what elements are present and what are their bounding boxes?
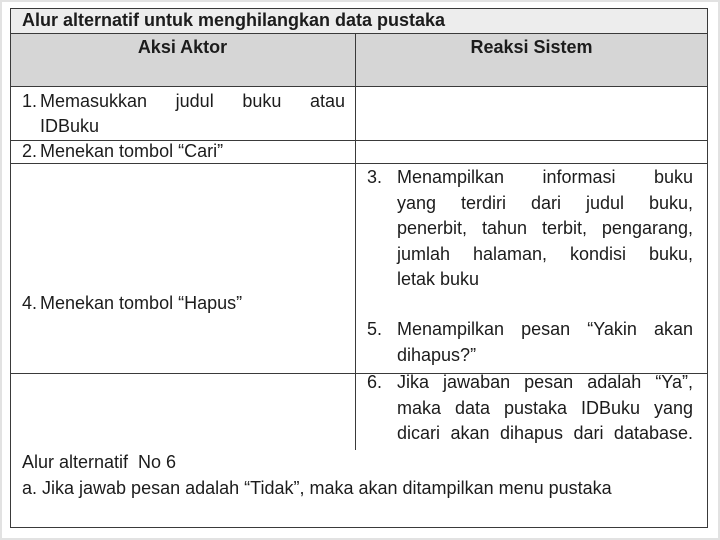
step-line: yang terdiri dari judul buku, [397, 192, 693, 213]
step-line: Jika jawaban pesan adalah “Ya”, [397, 372, 693, 392]
actor-step-1-text [40, 89, 345, 139]
system-step-3-text [397, 165, 693, 293]
step-line: Menampilkan pesan “Yakin akan [397, 319, 693, 339]
system-step-3-number: 3. [367, 167, 383, 187]
system-step-5-number: 5. [367, 319, 383, 339]
step-line: maka data pustaka IDBuku yang [397, 397, 693, 418]
step-line: jumlah halaman, kondisi buku, [397, 243, 693, 264]
step-line: Menampilkan informasi buku [397, 167, 693, 187]
step-line: Menekan tombol “Cari” [40, 141, 224, 161]
system-step-6-number: 6. [367, 372, 383, 392]
actor-step-4-text [40, 291, 345, 316]
alternative-flow-heading: Alur alternatif No 6 [22, 452, 177, 472]
alternative-flow-item: a. Jika jawab pesan adalah “Tidak”, maka akan ditampilkan menu pustaka [22, 478, 612, 498]
header-actor-actions: Aksi Aktor [137, 37, 228, 57]
actor-step-2-text [40, 139, 345, 164]
table-title: Alur alternatif untuk menghilangkan data pustaka [22, 10, 446, 30]
step-line: penerbit, tahun terbit, pengarang, [397, 218, 693, 238]
system-step-5-text [397, 317, 693, 368]
step-line: letak buku [397, 269, 480, 289]
step-line: Memasukkan judul buku atau [40, 91, 345, 111]
header-system-reactions: Reaksi Sistem [470, 37, 593, 57]
actor-step-4-number: 4. [22, 293, 38, 313]
step-line: IDBuku [40, 116, 100, 136]
step-line: dihapus?” [397, 344, 477, 365]
actor-step-1-number: 1. [22, 91, 38, 111]
actor-step-2-number: 2. [22, 141, 38, 161]
step-line: dicari akan dihapus dari database. [397, 423, 693, 443]
system-step-6-text [397, 370, 693, 447]
step-line: Menekan tombol “Hapus” [40, 293, 243, 313]
